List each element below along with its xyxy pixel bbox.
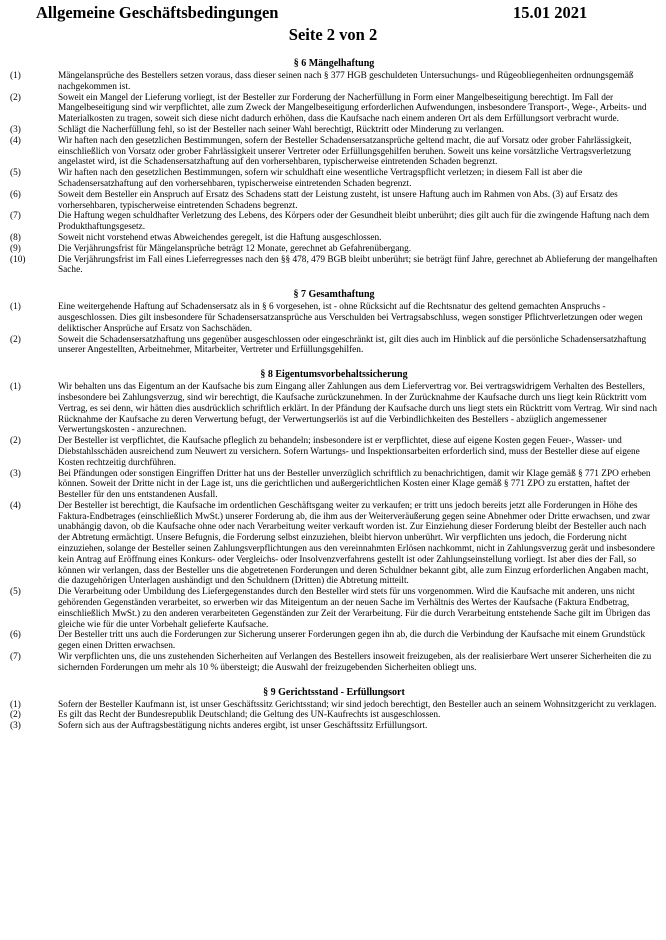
paragraph	[10, 136, 658, 168]
paragraph-text: Soweit ein Mangel der Lieferung vorliegt, ist der Besteller zur Forderung der Nacherfüllung in Form einer Mangelbeseitigung berechtigt. Im Fall der Mangelbeseitigung sind wir verpflichtet, alle zum Zweck der Mangelbeseitigung erforderlichen Aufwendungen, insbesondere Transport-, Wege-, Arbeits- und Materialkosten zu tragen, soweit sich diese nicht dadurch erhöhen, dass die Kaufsache nach einem anderen Ort als dem Erfüllungsort verbracht wurde.	[58, 92, 647, 125]
paragraph-number: (7)	[10, 652, 21, 663]
paragraph-number: (1)	[10, 71, 21, 81]
paragraph-number: (6)	[10, 189, 21, 200]
paragraph-text: Wir haften nach den gesetzlichen Bestimmungen, sofern der Besteller Schadensersatzansprüche geltend macht, die auf Vorsatz oder grober Fahrlässigkeit, einschließlich von Vorsatz oder grober Fahrlässigkeit unserer Vertreter oder Erfüllungsgehilfen beruhen. Soweit uns keine vorsätzliche Vertragsverletzung angelastet wird, ist die Schadensersatzhaftung auf den vorhersehbaren, typischerweise eintretenden Schaden begrenzt.	[58, 135, 632, 168]
paragraph	[10, 168, 658, 190]
paragraph	[10, 302, 658, 334]
paragraph-text: Die Verjährungsfrist für Mängelansprüche beträgt 12 Monate, gerechnet ab Gefahrenübergang.	[58, 243, 412, 254]
paragraph-number: (4)	[10, 135, 21, 146]
paragraph-text: Eine weitergehende Haftung auf Schadensersatz als in § 6 vorgesehen, ist - ohne Rücksicht auf die Rechtsnatur des geltend gemachten Anspruchs - ausgeschlossen. Dies gilt insbesondere für Schadensersatzansprüche aus Verschulden bei Vertragsabschluss, wegen sonstiger Pflichtverletzungen oder wegen deliktischer Ansprüche auf Ersatz von Sachschäden.	[58, 302, 643, 334]
section	[10, 58, 658, 276]
paragraph-text: Der Besteller ist berechtigt, die Kaufsache im ordentlichen Geschäftsgang weiter zu verkaufen; er tritt uns jedoch bereits jetzt alle Forderungen in Höhe des Faktura-Endbetrages (einschließlich MwSt.) unserer Forderung ab, die ihm aus der Weiterveräußerung gegen seine Abnehmer oder Dritte erwachsen, und zwar unabhängig davon, ob die Kaufsache ohne oder nach Verarbeitung weiter verkauft worden ist. Zur Einziehung dieser Forderung bleibt der Besteller auch nach der Abtretung ermächtigt. Unsere Befugnis, die Forderung selbst einzuziehen, bleibt hiervon unberührt. Wir verpflichten uns jedoch, die Forderung nicht einzuziehen, solange der Besteller seinen Zahlungsverpflichtungen aus den vereinnahmten Erlösen nachkommt, nicht in Zahlungsverzug gerät und insbesondere kein Antrag auf Eröffnung eines Konkurs- oder Vergleichs- oder Insolvenzverfahrens gestellt ist oder Zahlungseinstellung vorliegt. Ist aber dies der Fall, so können wir verlangen, dass der Besteller uns die abgetretenen Forderungen und deren Schuldner bekannt gibt, alle zum Einzug erforderlichen Angaben macht, die dazugehörigen Unterlagen aushändigt und den Schuldnern (Dritten) die Abtretung mitteilt.	[58, 500, 655, 587]
paragraph-text: Es gilt das Recht der Bundesrepublik Deutschland; die Geltung des UN-Kaufrechts ist ausgeschlossen.	[58, 710, 441, 721]
paragraph	[10, 335, 658, 357]
paragraph-text: Bei Pfändungen oder sonstigen Eingriffen Dritter hat uns der Besteller unverzüglich schriftlich zu benachrichtigen, damit wir Klage gemäß § 771 ZPO erheben können. Soweit der Dritte nicht in der Lage ist, uns die gerichtlichen und außergerichtlichen Kosten einer Klage gemäß § 771 ZPO zu erstatten, haftet der Besteller für den uns entstandenen Ausfall.	[58, 468, 651, 501]
paragraph-number: (5)	[10, 168, 21, 179]
paragraph-text: Der Besteller tritt uns auch die Forderungen zur Sicherung unserer Forderungen gegen ihn ab, die durch die Verbindung der Kaufsache mit einem Grundstück gegen einen Dritten erwachsen.	[58, 630, 646, 652]
paragraph	[10, 587, 658, 630]
paragraph	[10, 721, 658, 732]
paragraph-number: (7)	[10, 211, 21, 222]
paragraph-number: (2)	[10, 436, 21, 447]
section-title: § 7 Gesamthaftung	[293, 289, 375, 301]
paragraph	[10, 469, 658, 501]
paragraph-text: Die Verarbeitung oder Umbildung des Liefergegenstandes durch den Besteller wird stets für uns vorgenommen. Wird die Kaufsache mit anderen, uns nicht gehörenden Gegenständen verarbeitet, so erwerben wir das Miteigentum an der neuen Sache im Verhältnis des Wertes der Kaufsache (Faktura Endbetrag, einschließlich MwSt.) zu den anderen verarbeiteten Gegenständen zur Zeit der Verarbeitung. Für die durch Verarbeitung entstehende Sache gilt im Übrigen das gleiche wie für die unter Vorbehalt gelieferte Kaufsache.	[58, 587, 651, 630]
paragraph-number: (4)	[10, 500, 21, 511]
section	[10, 687, 658, 732]
paragraph-text: Mängelansprüche des Bestellers setzen voraus, dass dieser seinen nach § 377 HGB geschuldeten Untersuchungs- und Rügeobliegenheiten ordnungsgemäß nachgekommen ist.	[58, 71, 634, 92]
paragraph-number: (3)	[10, 721, 21, 732]
section	[10, 289, 658, 356]
paragraph	[10, 630, 658, 652]
paragraph-number: (2)	[10, 334, 21, 345]
paragraph-text: Die Verjährungsfrist im Fall eines Lieferregresses nach den §§ 478, 479 BGB bleibt unberührt; sie beträgt fünf Jahre, gerechnet ab Ablieferung der mangelhaften Sache.	[58, 254, 658, 276]
paragraph	[10, 190, 658, 212]
paragraph-number: (10)	[10, 254, 26, 265]
document-body	[0, 44, 666, 732]
paragraph-text: Wir verpflichten uns, die uns zustehenden Sicherheiten auf Verlangen des Bestellers insoweit freizugeben, als der realisierbare Wert unserer Sicherheiten die zu sichernden Forderungen um mehr als 10 % übersteigt; die Auswahl der freizugebenden Sicherheiten obliegt uns.	[58, 652, 652, 673]
section-title: § 8 Eigentumsvorbehaltssicherung	[260, 369, 408, 381]
page-header	[0, 0, 666, 44]
document-title: Allgemeine Geschäftsbedingungen	[36, 3, 279, 22]
paragraph-number: (1)	[10, 699, 21, 710]
paragraph	[10, 501, 658, 587]
paragraph-text: Sofern der Besteller Kaufmann ist, ist unser Geschäftssitz Gerichtsstand; wir sind jedoch berechtigt, den Besteller auch an seinem Wohnsitzgericht zu verklagen.	[58, 699, 657, 710]
paragraph	[10, 700, 658, 711]
paragraph	[10, 71, 658, 93]
paragraph	[10, 436, 658, 468]
paragraph	[10, 244, 658, 255]
paragraph-text: Wir haften nach den gesetzlichen Bestimmungen, sofern wir schuldhaft eine wesentliche Vertragspflicht verletzen; in diesem Fall ist aber die Schadensersatzhaftung auf den vorhersehbaren, typischerweise eintretenden Schaden begrenzt.	[58, 168, 583, 189]
section-title: § 9 Gerichtsstand - Erfüllungsort	[263, 686, 405, 698]
paragraph-number: (2)	[10, 92, 21, 103]
paragraph-text: Soweit nicht vorstehend etwas Abweichendes geregelt, ist die Haftung ausgeschlossen.	[58, 232, 382, 243]
paragraph-text: Sofern sich aus der Auftragsbestätigung nichts anderes ergibt, ist unser Geschäftssitz Erfüllungsort.	[58, 721, 428, 732]
paragraph-number: (9)	[10, 243, 21, 254]
paragraph	[10, 233, 658, 244]
paragraph-number: (2)	[10, 710, 21, 721]
paragraph-number: (5)	[10, 587, 21, 598]
paragraph-text: Soweit dem Besteller ein Anspruch auf Ersatz des Schadens statt der Leistung zusteht, ist unsere Haftung auch im Rahmen von Abs. (3) auf Ersatz des vorhersehbaren, typischerweise eintretenden Schadens begrenzt.	[58, 189, 618, 211]
section	[10, 369, 658, 674]
paragraph-number: (3)	[10, 468, 21, 479]
page-number: Seite 2 von 2	[288, 25, 378, 44]
paragraph-number: (8)	[10, 232, 21, 243]
paragraph-text: Schlägt die Nacherfüllung fehl, so ist der Besteller nach seiner Wahl berechtigt, Rücktritt oder Minderung zu verlangen.	[58, 124, 504, 135]
paragraph	[10, 382, 658, 436]
paragraph-text: Die Haftung wegen schuldhafter Verletzung des Lebens, des Körpers oder der Gesundheit bleibt unberührt; dies gilt auch für die zwingende Haftung nach dem Produkthaftungsgesetz.	[58, 211, 650, 233]
paragraph-number: (1)	[10, 382, 21, 393]
paragraph-text: Der Besteller ist verpflichtet, die Kaufsache pfleglich zu behandeln; insbesondere ist er verpflichtet, diese auf eigene Kosten gegen Feuer-, Wasser- und Diebstahlsschäden ausreichend zum Neuwert zu versichern. Sofern Wartungs- und Inspektionsarbeiten erforderlich sind, muss der Besteller diese auf eigene Kosten rechtzeitig durchführen.	[58, 436, 640, 468]
paragraph	[10, 652, 658, 674]
paragraph-number: (3)	[10, 124, 21, 135]
paragraph-number: (6)	[10, 630, 21, 641]
paragraph	[10, 211, 658, 233]
section-title: § 6 Mängelhaftung	[293, 58, 375, 69]
paragraph	[10, 255, 658, 277]
document-date: 15.01 2021	[513, 3, 588, 22]
paragraph-text: Soweit die Schadensersatzhaftung uns gegenüber ausgeschlossen oder eingeschränkt ist, gilt dies auch im Hinblick auf die persönliche Schadensersatzhaftung unserer Angestellten, Arbeitnehmer, Mitarbeiter, Vertreter und Erfüllungsgehilfen.	[58, 334, 647, 356]
paragraph	[10, 93, 658, 125]
paragraph	[10, 125, 658, 136]
paragraph-text: Wir behalten uns das Eigentum an der Kaufsache bis zum Eingang aller Zahlungen aus dem Liefervertrag vor. Bei vertragswidrigem Verhalten des Bestellers, insbesondere bei Zahlungsverzug, sind wir berechtigt, die Kaufsache zurückzunehmen. In der Zurücknahme der Kaufsache durch uns liegt kein Rücktritt vom Vertrag, es sei denn, wir hätten dies ausdrücklich schriftlich erklärt. In der Pfändung der Kaufsache durch uns liegt stets ein Rücktritt vom Vertrag. Wir sind nach Rücknahme der Kaufsache zu deren Verwertung befugt, der Verwertungserlös ist auf die Verbindlichkeiten des Bestellers - abzüglich angemessener Verwertungskosten - anzurechnen.	[58, 382, 658, 436]
paragraph-number: (1)	[10, 302, 21, 313]
paragraph	[10, 710, 658, 721]
